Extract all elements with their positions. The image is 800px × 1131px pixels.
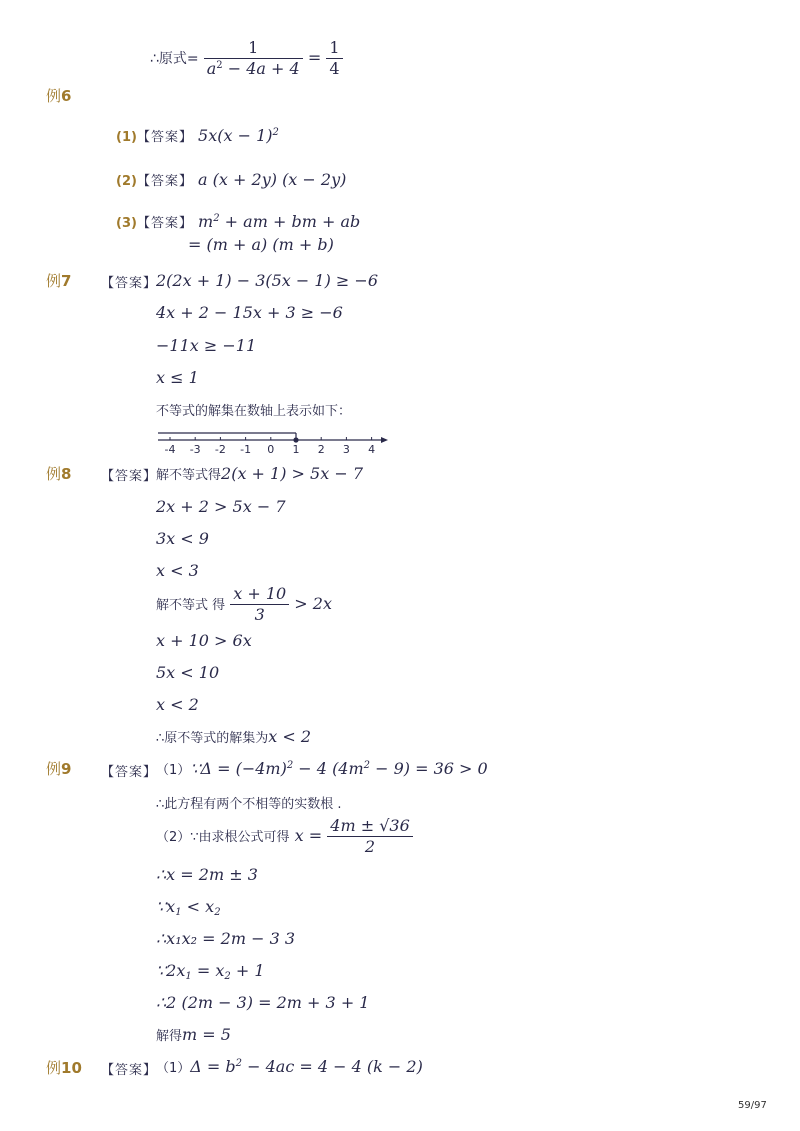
solution-bracket xyxy=(158,433,296,440)
ex9-part1-note: ∴此方程有两个不相等的实数根 . xyxy=(156,797,342,812)
ex7-line-2: 4x + 2 − 15x + 3 ≥ −6 xyxy=(156,303,343,322)
ex6-item-2: (2)【答案】 a (x + 2y) (x − 2y) xyxy=(116,170,347,189)
ex7-line-3: −11x ≥ −11 xyxy=(156,336,257,355)
axis-arrow-icon xyxy=(381,437,388,443)
ex8-line-a2: 3x < 9 xyxy=(156,529,209,548)
ex10-answer-tag: 【答案】 xyxy=(101,1063,158,1078)
example-8-label: 例8 xyxy=(46,465,72,483)
intro-fraction xyxy=(204,38,303,79)
axis-tick-label: -3 xyxy=(189,443,201,456)
ex8-line-a1: 2x + 2 > 5x − 7 xyxy=(156,497,286,516)
ex6-item-3-line2: = (m + a) (m + b) xyxy=(188,235,334,254)
example-10-label: 例10 xyxy=(46,1059,82,1077)
number-line xyxy=(150,425,395,459)
intro-prefix: ∴原式= xyxy=(150,51,199,67)
ex9-line-5: ∴2 (2m − 3) = 2m + 3 + 1 xyxy=(156,993,370,1012)
axis-tick-label: 2 xyxy=(317,443,325,456)
intro-eq: = xyxy=(307,48,327,67)
intro-line xyxy=(150,38,343,79)
ex8-line-b1: x + 10 > 6x xyxy=(156,631,252,650)
ex9-line-2: $\because x_1 < x_2$ xyxy=(156,897,221,918)
ex6-item-2-math: a (x + 2y) (x − 2y) xyxy=(198,170,347,189)
intro-frac-num: 1 xyxy=(204,38,303,59)
ex9-root-fraction: $\frac{4m \pm √36}{2}$ xyxy=(327,816,412,857)
ex9-part2: （2）∵由求根公式可得 x = $\frac{4m \pm √36}{2}$ xyxy=(156,816,413,857)
ex8-fraction: $\frac{x + 10}{3}$ xyxy=(230,584,289,625)
ex9-answer-tag: 【答案】 xyxy=(101,765,158,780)
ex10-part1: $(1)\Delta = b^2 - 4ac = 4 - 4$ (k − 2) xyxy=(156,1057,423,1076)
ex8-line-b3: x < 2 xyxy=(156,695,199,714)
example-7-label: 例7 xyxy=(46,272,72,290)
ex8-fraction-line: 解不等式 得 $\frac{x + 10}{3}$ > 2x xyxy=(156,584,332,624)
ex7-note: 不等式的解集在数轴上表示如下： xyxy=(156,404,352,419)
ex9-line-6: 解得m = 5 xyxy=(156,1025,231,1044)
axis-tick-label: 3 xyxy=(342,443,350,456)
ex7-line-1: 2(2x + 1) − 3(5x − 1) ≥ −6 xyxy=(156,271,378,290)
ex6-item-1-math: $5x(x - 1)^2$ xyxy=(198,126,279,145)
ex8-line-b2: 5x < 10 xyxy=(156,663,220,682)
example-9-label: 例9 xyxy=(46,760,72,778)
axis-tick-label: -4 xyxy=(164,443,176,456)
axis-tick-label: 1 xyxy=(292,443,300,456)
ex8-conclusion: ∴原不等式的解集为x < 2 xyxy=(156,727,312,746)
ex8-line-a3: x < 3 xyxy=(156,561,199,580)
example-6-label: 例6 xyxy=(46,87,72,105)
ex8-first-line: 解不等式得2(x + 1) > 5x − 7 xyxy=(156,464,363,483)
page-number: 59/97 xyxy=(738,1100,767,1111)
ex6-item-3: (3)【答案】 $m^2$ + am + bm + ab xyxy=(116,212,361,231)
ex8-answer-tag: 【答案】 xyxy=(101,469,158,484)
ex7-line-4: x ≤ 1 xyxy=(156,368,199,387)
ex9-part1: （1）∵Δ = $(-4m)^2 - 4$ $(4m^2 - 9) = 36 > 0$ xyxy=(156,759,488,778)
ex6-item-3-line1: $m^2$ + am + bm + ab xyxy=(198,212,361,231)
ex6-item-1: (1)【答案】 $5x(x - 1)^2$ xyxy=(116,126,279,145)
ex9-line-3: ∴x₁x₂ = 2m − 3 3 xyxy=(156,929,296,948)
axis-tick-label: -2 xyxy=(214,443,226,456)
intro-result: $\frac{1}{4}$ xyxy=(326,38,342,79)
axis-tick-label: 0 xyxy=(267,443,275,456)
ex9-line-4: $\because 2x_1 = x_2 + 1$ xyxy=(156,961,265,982)
ex9-line-1: ∴x = 2m ± 3 xyxy=(156,865,258,884)
ex7-answer-tag: 【答案】 xyxy=(101,276,158,291)
intro-frac-den: $a^2 - 4a + 4$ xyxy=(206,59,300,78)
axis-tick-label: -1 xyxy=(240,443,252,456)
axis-tick-label: 4 xyxy=(368,443,376,456)
